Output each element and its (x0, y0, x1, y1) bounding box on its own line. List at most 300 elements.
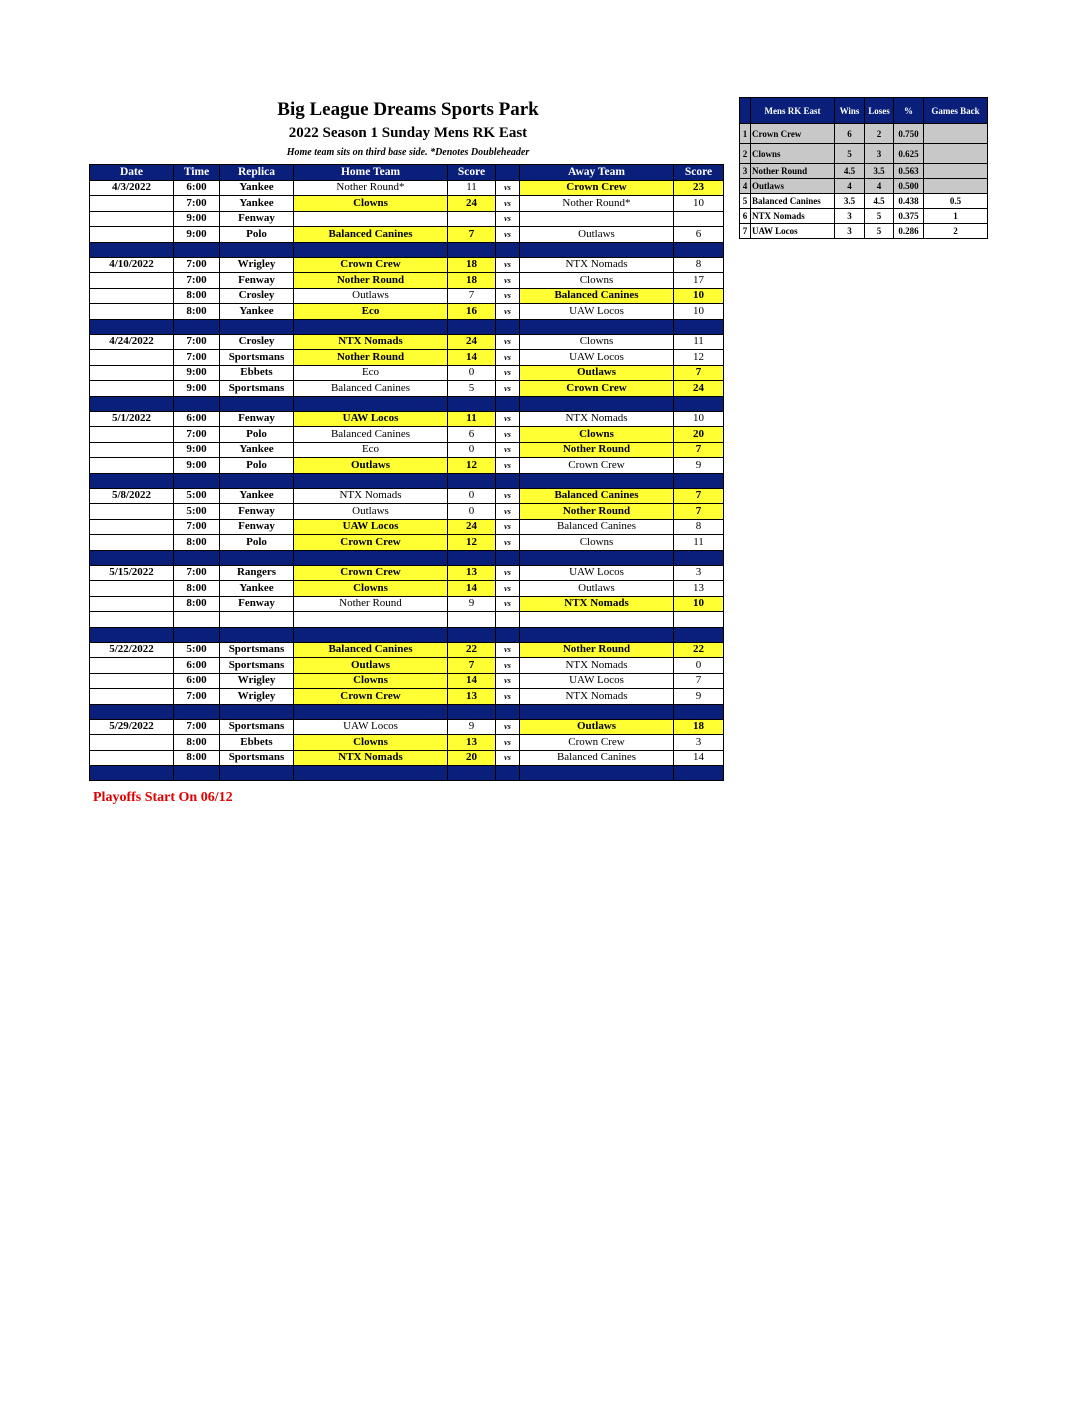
schedule-away-score-cell: 10 (674, 411, 724, 427)
schedule-date-cell (90, 612, 174, 628)
schedule-away-score-cell: 11 (674, 535, 724, 551)
schedule-home-score-cell: 20 (448, 750, 496, 766)
separator-cell (448, 704, 496, 719)
separator-cell (520, 766, 674, 781)
schedule-time-cell: 8:00 (174, 581, 220, 597)
schedule-away-team-cell: NTX Nomads (520, 411, 674, 427)
standings-team-cell: NTX Nomads (751, 209, 835, 224)
column-header-time: Time (174, 165, 220, 181)
schedule-away-score-cell (674, 211, 724, 227)
schedule-away-team-cell: Outlaws (520, 581, 674, 597)
schedule-date-cell (90, 750, 174, 766)
separator-cell (674, 766, 724, 781)
schedule-away-team-cell: Clowns (520, 273, 674, 289)
schedule-date-cell (90, 658, 174, 674)
schedule-home-team-cell: Outlaws (294, 658, 448, 674)
schedule-time-cell: 6:00 (174, 180, 220, 196)
schedule-home-team-cell: Outlaws (294, 504, 448, 520)
schedule-away-team-cell: UAW Locos (520, 304, 674, 320)
schedule-away-score-cell: 3 (674, 565, 724, 581)
schedule-home-team-cell: Outlaws (294, 288, 448, 304)
separator-cell (90, 319, 174, 334)
separator-cell (90, 627, 174, 642)
schedule-time-cell: 5:00 (174, 504, 220, 520)
schedule-away-team-cell: Outlaws (520, 719, 674, 735)
schedule-time-cell (174, 612, 220, 628)
schedule-away-team-cell: Nother Round (520, 442, 674, 458)
schedule-date-cell (90, 673, 174, 689)
column-header-home-team: Home Team (294, 165, 448, 181)
column-header-away-score: Score (674, 165, 724, 181)
standings-row (740, 209, 988, 224)
separator-cell (448, 473, 496, 488)
schedule-away-team-cell: NTX Nomads (520, 257, 674, 273)
schedule-vs-cell: vs (496, 350, 520, 366)
schedule-date-cell: 5/8/2022 (90, 488, 174, 504)
standings-pct-cell: 0.750 (894, 124, 924, 144)
playoffs-notice: Playoffs Start On 06/12 (93, 790, 233, 805)
standings-wins-cell: 3 (835, 209, 865, 224)
table-row (90, 519, 724, 535)
schedule-time-cell: 9:00 (174, 458, 220, 474)
schedule-away-team-cell: UAW Locos (520, 350, 674, 366)
separator-cell (174, 473, 220, 488)
standings-row (740, 144, 988, 164)
standings-pct-cell: 0.375 (894, 209, 924, 224)
schedule-time-cell: 9:00 (174, 365, 220, 381)
standings-wins-cell: 4.5 (835, 164, 865, 179)
table-row (90, 227, 724, 243)
separator-cell (294, 704, 448, 719)
schedule-home-score-cell: 0 (448, 504, 496, 520)
schedule-home-score-cell: 14 (448, 581, 496, 597)
schedule-date-cell (90, 735, 174, 751)
schedule-away-score-cell: 6 (674, 227, 724, 243)
schedule-home-score-cell: 14 (448, 350, 496, 366)
table-row (90, 488, 724, 504)
separator-cell (520, 396, 674, 411)
schedule-date-cell (90, 304, 174, 320)
schedule-home-score-cell: 24 (448, 196, 496, 212)
schedule-vs-cell: vs (496, 458, 520, 474)
separator-cell (294, 550, 448, 565)
schedule-away-team-cell: Balanced Canines (520, 750, 674, 766)
schedule-away-score-cell: 7 (674, 504, 724, 520)
standings-loses-cell: 3 (865, 144, 894, 164)
schedule-home-team-cell: Crown Crew (294, 565, 448, 581)
schedule-time-cell: 8:00 (174, 596, 220, 612)
schedule-home-team-cell: Balanced Canines (294, 427, 448, 443)
schedule-home-team-cell: Clowns (294, 673, 448, 689)
schedule-home-score-cell: 13 (448, 689, 496, 705)
schedule-vs-cell: vs (496, 504, 520, 520)
schedule-date-cell: 4/10/2022 (90, 257, 174, 273)
standings-pct-cell: 0.563 (894, 164, 924, 179)
separator-cell (90, 766, 174, 781)
schedule-replica-cell: Sportsmans (220, 750, 294, 766)
schedule-replica-cell: Fenway (220, 211, 294, 227)
schedule-replica-cell: Yankee (220, 180, 294, 196)
schedule-away-team-cell (520, 612, 674, 628)
schedule-vs-cell: vs (496, 288, 520, 304)
table-row (90, 458, 724, 474)
separator-cell (674, 550, 724, 565)
schedule-vs-cell: vs (496, 257, 520, 273)
standings-rank-cell: 1 (740, 124, 751, 144)
standings-row (740, 124, 988, 144)
schedule-date-cell: 5/29/2022 (90, 719, 174, 735)
schedule-time-cell: 7:00 (174, 334, 220, 350)
schedule-time-cell: 6:00 (174, 411, 220, 427)
standings-header-wins: Wins (835, 98, 865, 124)
column-header-home-score: Score (448, 165, 496, 181)
schedule-date-cell (90, 288, 174, 304)
schedule-home-score-cell: 14 (448, 673, 496, 689)
week-separator-row (90, 627, 724, 642)
separator-cell (496, 319, 520, 334)
separator-cell (448, 242, 496, 257)
schedule-time-cell: 7:00 (174, 719, 220, 735)
column-header-vs (496, 165, 520, 181)
standings-games-back-cell (924, 164, 988, 179)
schedule-time-cell: 8:00 (174, 304, 220, 320)
schedule-vs-cell: vs (496, 411, 520, 427)
schedule-date-cell (90, 427, 174, 443)
table-row (90, 427, 724, 443)
schedule-table (89, 164, 724, 781)
schedule-replica-cell: Yankee (220, 196, 294, 212)
schedule-home-score-cell: 9 (448, 596, 496, 612)
schedule-time-cell: 5:00 (174, 642, 220, 658)
table-row (90, 211, 724, 227)
separator-cell (174, 550, 220, 565)
schedule-home-team-cell: Balanced Canines (294, 642, 448, 658)
standings-rank-cell: 6 (740, 209, 751, 224)
schedule-vs-cell: vs (496, 658, 520, 674)
schedule-away-team-cell: Clowns (520, 334, 674, 350)
week-separator-row (90, 550, 724, 565)
header-note: Home team sits on third base side. *Denotes Doubleheader (286, 147, 530, 158)
standings-team-cell: Nother Round (751, 164, 835, 179)
table-row (90, 673, 724, 689)
standings-pct-cell: 0.286 (894, 224, 924, 239)
schedule-home-score-cell: 12 (448, 535, 496, 551)
schedule-vs-cell: vs (496, 196, 520, 212)
standings-games-back-cell (924, 144, 988, 164)
schedule-away-team-cell: Crown Crew (520, 180, 674, 196)
separator-cell (674, 319, 724, 334)
schedule-home-score-cell: 13 (448, 565, 496, 581)
schedule-away-score-cell: 10 (674, 304, 724, 320)
schedule-replica-cell: Yankee (220, 488, 294, 504)
schedule-home-team-cell: Nother Round (294, 596, 448, 612)
schedule-away-score-cell: 17 (674, 273, 724, 289)
schedule-replica-cell: Polo (220, 535, 294, 551)
schedule-time-cell: 7:00 (174, 350, 220, 366)
separator-cell (294, 766, 448, 781)
schedule-home-score-cell: 0 (448, 442, 496, 458)
schedule-vs-cell: vs (496, 642, 520, 658)
separator-cell (496, 550, 520, 565)
schedule-date-cell (90, 504, 174, 520)
schedule-vs-cell: vs (496, 211, 520, 227)
schedule-home-team-cell: UAW Locos (294, 719, 448, 735)
schedule-vs-cell (496, 612, 520, 628)
separator-cell (448, 396, 496, 411)
schedule-replica-cell: Fenway (220, 411, 294, 427)
separator-cell (294, 242, 448, 257)
schedule-time-cell: 8:00 (174, 288, 220, 304)
schedule-vs-cell: vs (496, 273, 520, 289)
separator-cell (90, 550, 174, 565)
schedule-time-cell: 7:00 (174, 565, 220, 581)
separator-cell (448, 766, 496, 781)
schedule-away-team-cell: Clowns (520, 427, 674, 443)
standings-wins-cell: 3.5 (835, 194, 865, 209)
schedule-vs-cell: vs (496, 689, 520, 705)
schedule-date-cell (90, 442, 174, 458)
standings-team-cell: Outlaws (751, 179, 835, 194)
schedule-home-team-cell: Clowns (294, 735, 448, 751)
standings-rank-cell: 7 (740, 224, 751, 239)
schedule-replica-cell: Fenway (220, 273, 294, 289)
schedule-replica-cell: Yankee (220, 442, 294, 458)
schedule-time-cell: 6:00 (174, 658, 220, 674)
schedule-away-score-cell: 7 (674, 673, 724, 689)
schedule-date-cell (90, 535, 174, 551)
column-header-away-team: Away Team (520, 165, 674, 181)
schedule-home-team-cell: UAW Locos (294, 519, 448, 535)
standings-header-row (740, 98, 988, 124)
separator-cell (220, 704, 294, 719)
schedule-home-score-cell (448, 211, 496, 227)
schedule-time-cell: 8:00 (174, 535, 220, 551)
schedule-time-cell: 9:00 (174, 381, 220, 397)
schedule-date-cell (90, 227, 174, 243)
separator-cell (294, 396, 448, 411)
standings-loses-cell: 5 (865, 224, 894, 239)
standings-team-cell: Crown Crew (751, 124, 835, 144)
schedule-date-cell: 5/15/2022 (90, 565, 174, 581)
standings-loses-cell: 4 (865, 179, 894, 194)
separator-cell (294, 627, 448, 642)
separator-cell (220, 396, 294, 411)
separator-cell (448, 627, 496, 642)
table-row (90, 565, 724, 581)
schedule-away-team-cell: Nother Round (520, 504, 674, 520)
standings-games-back-cell (924, 179, 988, 194)
schedule-time-cell: 8:00 (174, 750, 220, 766)
schedule-vs-cell: vs (496, 304, 520, 320)
schedule-home-score-cell: 18 (448, 257, 496, 273)
schedule-date-cell (90, 196, 174, 212)
schedule-away-team-cell: Outlaws (520, 365, 674, 381)
table-row (90, 180, 724, 196)
table-row (90, 750, 724, 766)
table-row (90, 658, 724, 674)
schedule-home-team-cell: Crown Crew (294, 535, 448, 551)
schedule-replica-cell: Wrigley (220, 257, 294, 273)
schedule-time-cell: 7:00 (174, 273, 220, 289)
schedule-home-team-cell: Nother Round* (294, 180, 448, 196)
schedule-away-score-cell: 8 (674, 519, 724, 535)
schedule-date-cell (90, 581, 174, 597)
schedule-home-team-cell: Eco (294, 442, 448, 458)
schedule-home-team-cell: Nother Round (294, 350, 448, 366)
separator-cell (520, 550, 674, 565)
schedule-home-score-cell: 12 (448, 458, 496, 474)
separator-cell (496, 627, 520, 642)
schedule-home-score-cell: 24 (448, 334, 496, 350)
schedule-vs-cell: vs (496, 581, 520, 597)
separator-cell (174, 766, 220, 781)
schedule-home-score-cell: 7 (448, 227, 496, 243)
schedule-date-cell: 4/24/2022 (90, 334, 174, 350)
separator-cell (220, 473, 294, 488)
schedule-away-score-cell: 23 (674, 180, 724, 196)
separator-cell (174, 704, 220, 719)
table-row (90, 381, 724, 397)
standings-games-back-cell (924, 124, 988, 144)
schedule-away-score-cell: 10 (674, 596, 724, 612)
schedule-vs-cell: vs (496, 227, 520, 243)
schedule-time-cell: 7:00 (174, 427, 220, 443)
schedule-date-cell (90, 381, 174, 397)
schedule-away-score-cell: 11 (674, 334, 724, 350)
separator-cell (174, 396, 220, 411)
separator-cell (674, 704, 724, 719)
separator-cell (90, 473, 174, 488)
schedule-vs-cell: vs (496, 535, 520, 551)
standings-table (739, 97, 988, 239)
schedule-home-score-cell: 0 (448, 488, 496, 504)
separator-cell (520, 704, 674, 719)
schedule-home-team-cell: Clowns (294, 196, 448, 212)
standings-pct-cell: 0.625 (894, 144, 924, 164)
standings-header-division: Mens RK East (751, 98, 835, 124)
separator-cell (520, 473, 674, 488)
separator-cell (496, 704, 520, 719)
schedule-replica-cell: Sportsmans (220, 719, 294, 735)
separator-cell (520, 242, 674, 257)
schedule-home-score-cell: 0 (448, 365, 496, 381)
schedule-replica-cell: Rangers (220, 565, 294, 581)
schedule-replica-cell: Sportsmans (220, 642, 294, 658)
schedule-date-cell (90, 458, 174, 474)
schedule-home-team-cell: Eco (294, 304, 448, 320)
separator-cell (174, 627, 220, 642)
schedule-vs-cell: vs (496, 750, 520, 766)
schedule-replica-cell: Polo (220, 458, 294, 474)
separator-cell (174, 319, 220, 334)
schedule-replica-cell: Sportsmans (220, 658, 294, 674)
table-row (90, 535, 724, 551)
schedule-replica-cell (220, 612, 294, 628)
schedule-vs-cell: vs (496, 442, 520, 458)
standings-row (740, 194, 988, 209)
schedule-away-score-cell: 3 (674, 735, 724, 751)
standings-row (740, 164, 988, 179)
separator-cell (174, 242, 220, 257)
schedule-replica-cell: Sportsmans (220, 381, 294, 397)
schedule-time-cell: 9:00 (174, 211, 220, 227)
schedule-replica-cell: Ebbets (220, 735, 294, 751)
table-row (90, 350, 724, 366)
schedule-away-team-cell: NTX Nomads (520, 689, 674, 705)
schedule-home-score-cell: 18 (448, 273, 496, 289)
separator-cell (674, 627, 724, 642)
schedule-away-score-cell (674, 612, 724, 628)
schedule-time-cell: 6:00 (174, 673, 220, 689)
schedule-away-score-cell: 9 (674, 458, 724, 474)
standings-wins-cell: 6 (835, 124, 865, 144)
separator-cell (220, 319, 294, 334)
separator-cell (496, 473, 520, 488)
standings-header-pct: % (894, 98, 924, 124)
schedule-time-cell: 7:00 (174, 519, 220, 535)
schedule-date-cell (90, 211, 174, 227)
schedule-away-team-cell: Crown Crew (520, 458, 674, 474)
separator-cell (90, 704, 174, 719)
schedule-time-cell: 7:00 (174, 257, 220, 273)
schedule-home-score-cell: 13 (448, 735, 496, 751)
table-row (90, 411, 724, 427)
separator-cell (520, 319, 674, 334)
separator-cell (220, 550, 294, 565)
schedule-vs-cell: vs (496, 381, 520, 397)
separator-cell (496, 396, 520, 411)
schedule-away-score-cell: 10 (674, 288, 724, 304)
schedule-home-team-cell: NTX Nomads (294, 334, 448, 350)
schedule-away-score-cell: 9 (674, 689, 724, 705)
schedule-home-team-cell: Crown Crew (294, 689, 448, 705)
schedule-replica-cell: Fenway (220, 504, 294, 520)
standings-loses-cell: 4.5 (865, 194, 894, 209)
standings-loses-cell: 3.5 (865, 164, 894, 179)
schedule-vs-cell: vs (496, 427, 520, 443)
schedule-away-team-cell: Clowns (520, 535, 674, 551)
standings-rank-cell: 2 (740, 144, 751, 164)
schedule-home-score-cell: 6 (448, 427, 496, 443)
separator-cell (90, 242, 174, 257)
standings-wins-cell: 5 (835, 144, 865, 164)
week-separator-row (90, 242, 724, 257)
schedule-replica-cell: Fenway (220, 519, 294, 535)
table-row (90, 196, 724, 212)
schedule-home-team-cell (294, 612, 448, 628)
schedule-replica-cell: Polo (220, 227, 294, 243)
schedule-home-score-cell: 5 (448, 381, 496, 397)
schedule-date-cell: 4/3/2022 (90, 180, 174, 196)
schedule-replica-cell: Polo (220, 427, 294, 443)
separator-cell (674, 242, 724, 257)
separator-cell (496, 242, 520, 257)
schedule-date-cell (90, 273, 174, 289)
standings-header-games-back: Games Back (924, 98, 988, 124)
standings-team-cell: Clowns (751, 144, 835, 164)
schedule-home-score-cell: 9 (448, 719, 496, 735)
schedule-vs-cell: vs (496, 365, 520, 381)
schedule-vs-cell: vs (496, 596, 520, 612)
separator-cell (294, 319, 448, 334)
schedule-away-score-cell: 10 (674, 196, 724, 212)
week-separator-row (90, 766, 724, 781)
schedule-away-team-cell (520, 211, 674, 227)
schedule-time-cell: 7:00 (174, 689, 220, 705)
schedule-home-team-cell: Crown Crew (294, 257, 448, 273)
schedule-vs-cell: vs (496, 488, 520, 504)
separator-cell (448, 550, 496, 565)
